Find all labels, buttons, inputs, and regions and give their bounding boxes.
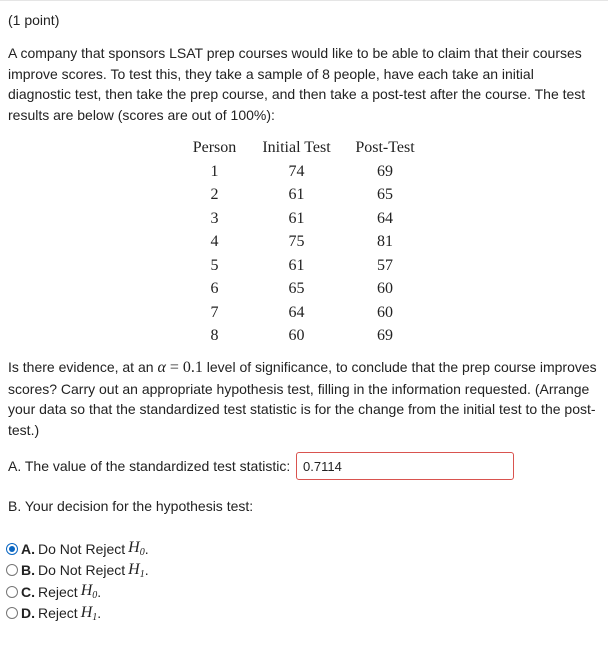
cell-post: 60 — [377, 303, 393, 321]
score-table — [182, 135, 424, 348]
cell-initial: 65 — [288, 280, 305, 298]
cell-post: 64 — [377, 209, 393, 227]
option-a[interactable] — [6, 538, 149, 560]
cell-initial: 61 — [288, 186, 305, 204]
table-row — [182, 325, 424, 349]
question-text — [8, 357, 602, 440]
points-label: (1 point) — [8, 12, 60, 28]
cell-post: 69 — [377, 327, 393, 345]
option-period: . — [97, 583, 102, 600]
cell-person: 6 — [210, 280, 219, 298]
radio-option-a[interactable] — [6, 543, 18, 555]
cell-person: 4 — [210, 233, 219, 251]
cell-person: 7 — [210, 303, 219, 321]
part-a-label: A. The value of the standardized test statistic: — [8, 458, 291, 474]
cell-person: 3 — [210, 209, 219, 227]
table-row — [182, 231, 424, 255]
alpha-symbol: α — [157, 359, 166, 376]
question-prefix: Is there evidence, at an — [8, 359, 158, 375]
question-suffix: level of significance, to conclude that the prep course improves scores? Carry out an appropriate hypothesis test, filling in the information requested. (Arrange your data so that the standardized test statistic is for the change from the initial test to the post-test.) — [8, 359, 597, 438]
table-row — [182, 184, 424, 208]
table-row — [182, 278, 424, 302]
part-b-label: B. Your decision for the hypothesis test: — [8, 498, 254, 514]
table-header-row — [182, 135, 424, 160]
table-row — [182, 160, 424, 184]
option-letter: D. — [21, 605, 35, 622]
decision-radio-group — [6, 538, 149, 624]
column-header-person: Person — [192, 139, 237, 156]
hypothesis-symbol: $H_0$ — [128, 539, 145, 559]
cell-post: 60 — [377, 280, 393, 298]
cell-person: 8 — [210, 327, 219, 345]
alpha-expression — [157, 359, 202, 376]
cell-person: 2 — [210, 186, 219, 204]
hypothesis-symbol: $H_0$ — [80, 582, 98, 602]
cell-initial: 61 — [288, 256, 305, 274]
column-header-post: Post-Test — [355, 139, 415, 156]
cell-initial: 60 — [288, 327, 305, 345]
cell-post: 81 — [377, 233, 393, 251]
column-header-initial: Initial Test — [262, 139, 331, 156]
test-statistic-input[interactable] — [296, 452, 514, 480]
table-row — [182, 301, 424, 325]
option-period: . — [144, 562, 149, 579]
option-text: Do Not Reject — [38, 562, 126, 579]
option-b[interactable] — [6, 560, 149, 582]
alpha-equals: = — [165, 359, 183, 376]
top-divider — [0, 0, 608, 1]
option-letter: A. — [21, 540, 35, 557]
cell-person: 1 — [210, 162, 219, 180]
cell-post: 69 — [377, 162, 393, 180]
option-c[interactable] — [6, 581, 149, 603]
cell-initial: 74 — [288, 162, 305, 180]
radio-option-c[interactable] — [6, 586, 18, 598]
hypothesis-symbol: $H_1$ — [80, 603, 98, 623]
radio-option-d[interactable] — [6, 607, 18, 619]
radio-option-b[interactable] — [6, 564, 18, 576]
cell-initial: 75 — [288, 233, 305, 251]
cell-person: 5 — [210, 256, 219, 274]
problem-intro: A company that sponsors LSAT prep courses would like to be able to claim that their courses improve scores. To test this, they take a sample of 8 people, have each take an initial diagnostic test, then take the prep course, and then take a post-test after the course. The test results are below (scores are out of 100%): — [8, 45, 586, 123]
option-letter: B. — [21, 562, 35, 579]
alpha-value: 0.1 — [182, 359, 203, 376]
cell-post: 65 — [377, 186, 393, 204]
option-d[interactable] — [6, 603, 149, 625]
option-text: Reject — [38, 605, 78, 622]
option-period: . — [144, 540, 149, 557]
option-text: Reject — [38, 583, 78, 600]
cell-initial: 61 — [288, 209, 305, 227]
cell-initial: 64 — [288, 303, 305, 321]
option-period: . — [97, 605, 102, 622]
table-row — [182, 207, 424, 231]
cell-post: 57 — [377, 256, 393, 274]
option-text: Do Not Reject — [38, 540, 126, 557]
hypothesis-symbol: $H_1$ — [128, 560, 145, 580]
table-row — [182, 254, 424, 278]
option-letter: C. — [21, 583, 35, 600]
